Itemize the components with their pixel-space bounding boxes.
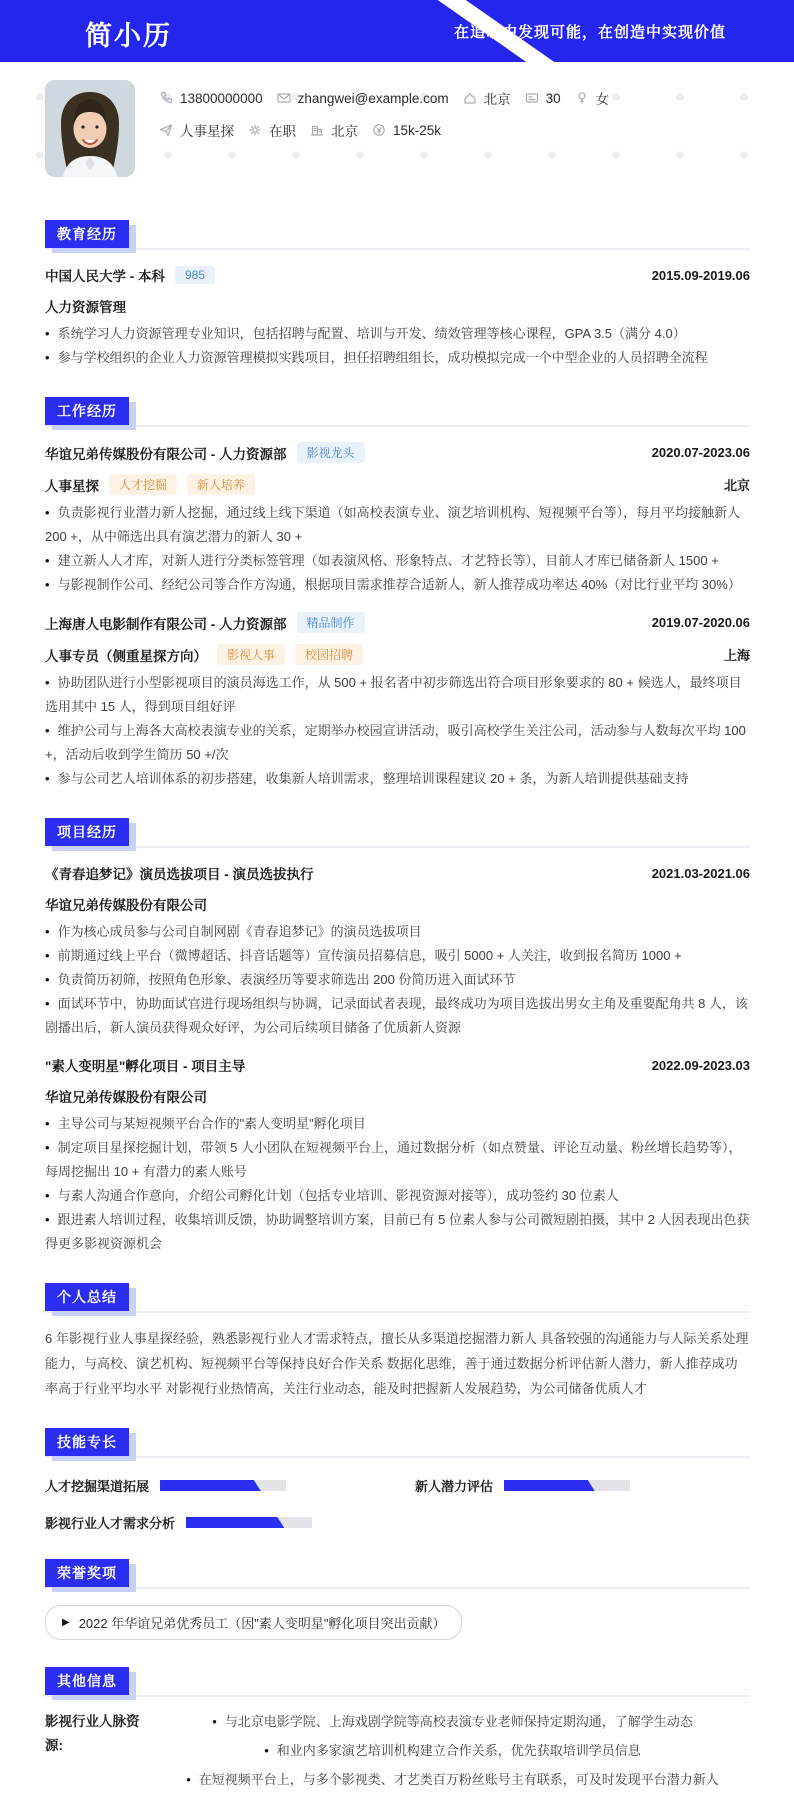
phone-value: 13800000000: [180, 90, 263, 106]
skill-row: [45, 1476, 750, 1495]
projects-section: [45, 818, 750, 1256]
section-header-honors: [45, 1559, 750, 1589]
project-company: 华谊兄弟传媒股份有限公司: [45, 1090, 207, 1105]
skill-item: [45, 1513, 415, 1532]
school-name: 中国人民大学 - 本科: [45, 269, 165, 284]
skill-label: 影视行业人才需求分析: [45, 1516, 176, 1531]
honor-text: 2022 年华谊兄弟优秀员工（因"素人变明星"孵化项目突出贡献）: [78, 1616, 446, 1631]
top-banner: [0, 0, 794, 62]
profile-section: [0, 62, 794, 193]
section-title-badge: 个人总结: [45, 1283, 129, 1311]
salary-coin-icon: [372, 123, 386, 137]
skill-bar-track: [160, 1480, 286, 1491]
building-icon: [310, 123, 324, 137]
list-item: • 系统学习人力资源管理专业知识，包括招聘与配置、培训与开发、绩效管理等核心课程，GPA 3.5（满分 4.0）: [45, 322, 750, 346]
paper-plane-icon: [159, 123, 173, 137]
gender-item: [575, 88, 610, 108]
project-bullets: [45, 1112, 750, 1256]
section-header-skills: [45, 1428, 750, 1458]
skill-row: [45, 1513, 750, 1532]
avatar-illustration: [45, 80, 135, 177]
location-item: [463, 88, 511, 108]
project-company: 华谊兄弟传媒股份有限公司: [45, 898, 207, 913]
avatar: [45, 80, 135, 177]
skill-bar-fill: [186, 1517, 284, 1528]
list-item: • 前期通过线上平台（微博超话、抖音话题等）宣传演员招募信息，吸引 5000 + 人关注，收到报名简历 1000 +: [45, 944, 750, 968]
list-item: • 协助团队进行小型影视项目的演员海选工作，从 500 + 报名者中初步筛选出符合项目形象要求的 80 + 候选人，最终项目选用其中 15 人，得到项目组好评: [45, 671, 750, 719]
phone-icon: [159, 91, 173, 105]
phone-item: [159, 91, 263, 106]
section-title-badge: 工作经历: [45, 397, 129, 425]
section-title-badge: 项目经历: [45, 818, 129, 846]
gender-icon: [575, 91, 589, 105]
position-tag: 新人培养: [187, 474, 255, 495]
work-bullets: [45, 671, 750, 791]
list-item: • 和业内多家演艺培训机构建立合作关系，优先获取培训学员信息: [264, 1739, 641, 1763]
list-item: • 作为核心成员参与公司自制网剧《青春追梦记》的演员选拔项目: [45, 920, 750, 944]
play-triangle-icon: ▶: [62, 1617, 70, 1628]
salary-value: 15k-25k: [393, 122, 442, 138]
skill-label: 新人潜力评估: [415, 1479, 494, 1494]
id-card-icon: [525, 91, 539, 105]
skill-item: [45, 1476, 415, 1495]
skill-bar-track: [504, 1480, 630, 1491]
target-job-value: 人事星探: [180, 124, 234, 139]
list-item: • 负责影视行业潜力新人挖掘，通过线上线下渠道（如高校表演专业、演艺培训机构、短视频平台等），每月平均接触新人 200 +，从中筛选出具有演艺潜力的新人 30 +: [45, 501, 750, 549]
work-entry-subhead: [45, 474, 750, 495]
work-location: 北京: [723, 478, 750, 493]
work-entry-2: [45, 612, 750, 791]
resume-body: [0, 220, 794, 1817]
other-info-list: [155, 1710, 750, 1797]
email-icon: [277, 91, 291, 105]
position-tag: 影视人事: [217, 644, 285, 665]
project-entry-1: [45, 863, 750, 1040]
job-status-value: 在职: [269, 124, 296, 139]
section-header-summary: [45, 1283, 750, 1313]
status-gear-icon: [248, 123, 262, 137]
work-entry-head: [45, 442, 750, 463]
position-tag: 校园招聘: [295, 644, 363, 665]
project-date: 2021.03-2021.06: [651, 865, 750, 881]
skill-bar-fill: [160, 1480, 261, 1491]
honors-section: [45, 1559, 750, 1640]
section-title-badge: 荣誉奖项: [45, 1559, 129, 1587]
section-header-projects: [45, 818, 750, 848]
list-item: • 跟进素人培训过程，收集培训反馈，协助调整培训方案，目前已有 5 位素人参与公司微短剧拍摄，其中 2 人因表现出色获得更多影视资源机会: [45, 1208, 750, 1256]
section-header-work: [45, 397, 750, 427]
work-date: 2020.07-2023.06: [651, 445, 750, 460]
skills-section: [45, 1428, 750, 1532]
position-name: 人事专员（侧重星探方向）: [45, 648, 207, 664]
school-tag-985: 985: [175, 266, 215, 284]
work-entry-subhead: [45, 644, 750, 665]
age-value: 30: [545, 90, 561, 106]
age-item: [525, 91, 561, 106]
major-name: 人力资源管理: [45, 300, 126, 315]
project-date: 2022.09-2023.03: [651, 1057, 750, 1073]
project-entry-head: [45, 863, 750, 883]
list-item: • 建立新人人才库，对新人进行分类标签管理（如表演风格、形象特点、才艺特长等），目前人才库已储备新人 1500 +: [45, 549, 750, 573]
project-entry-head: [45, 1055, 750, 1075]
company-tag: 精品制作: [297, 612, 365, 633]
salary-item: [372, 123, 441, 138]
section-title-badge: 其他信息: [45, 1667, 129, 1695]
work-entry-head: [45, 612, 750, 633]
email-value: zhangwei@example.com: [297, 90, 449, 106]
list-item: • 主导公司与某短视频平台合作的"素人变明星"孵化项目: [45, 1112, 750, 1136]
profile-info: [159, 80, 609, 177]
list-item: • 制定项目星探挖掘计划，带领 5 人小团队在短视频平台上，通过数据分析（如点赞量、评论互动量、粉丝增长趋势等），每周挖掘出 10 + 有潜力的素人账号: [45, 1136, 750, 1184]
home-icon: [463, 91, 477, 105]
skill-item: [415, 1476, 630, 1495]
project-name: "素人变明星"孵化项目 - 项目主导: [45, 1059, 246, 1074]
work-entry-1: [45, 442, 750, 597]
work-location: 上海: [723, 648, 750, 663]
list-item: • 在短视频平台上，与多个影视类、才艺类百万粉丝账号主有联系，可及时发现平台潜力新人: [186, 1768, 719, 1792]
company-name: 华谊兄弟传媒股份有限公司 - 人力资源部: [45, 446, 287, 462]
job-intention-row: [159, 120, 609, 140]
education-date: 2015.09-2019.06: [651, 267, 750, 283]
honor-item[interactable]: [45, 1605, 462, 1640]
job-status-item: [248, 120, 296, 140]
list-item: • 维护公司与上海各大高校表演专业的关系，定期举办校园宣讲活动，吸引高校学生关注公司，活动参与人数每次平均 100 +，活动后收到学生简历 50 +/次: [45, 719, 750, 767]
company-name: 上海唐人电影制作有限公司 - 人力资源部: [45, 616, 287, 632]
work-bullets: [45, 501, 750, 597]
section-header-education: [45, 220, 750, 250]
gender-value: 女: [595, 92, 610, 107]
work-section: [45, 397, 750, 791]
skill-list: [45, 1476, 750, 1532]
education-section: [45, 220, 750, 370]
project-entry-2: [45, 1055, 750, 1256]
list-item: • 与影视制作公司、经纪公司等合作方沟通，根据项目需求推荐合适新人，新人推荐成功率达 40%（对比行业平均 30%）: [45, 573, 750, 597]
banner-slogan: 在追求中发现可能，在创造中实现价值: [453, 24, 726, 41]
list-item: • 与北京电影学院、上海戏剧学院等高校表演专业老师保持定期沟通，了解学生动态: [212, 1710, 693, 1734]
list-item: • 参与公司艺人培训体系的初步搭建，收集新人培训需求，整理培训课程建议 20 + 条，为新人培训提供基础支持: [45, 767, 750, 791]
target-job-item: [159, 120, 234, 140]
section-header-other: [45, 1667, 750, 1697]
target-city-item: [310, 120, 358, 140]
section-title-badge: 技能专长: [45, 1428, 129, 1456]
education-entry-head: [45, 265, 750, 285]
location-value: 北京: [483, 92, 511, 107]
skill-bar-track: [186, 1517, 312, 1528]
company-tag: 影视龙头: [297, 442, 365, 463]
skill-bar-fill: [504, 1480, 595, 1491]
other-info-section: [45, 1667, 750, 1797]
education-bullets: [45, 322, 750, 370]
other-info-label: 影视行业人脉资源:: [45, 1714, 140, 1753]
target-city-value: 北京: [331, 124, 358, 139]
summary-text: 6 年影视行业人事星探经验，熟悉影视行业人才需求特点，擅长从多渠道挖掘潜力新人 具备较强的沟通能力与人际关系处理能力，与高校、演艺机构、短视频平台等保持良好合作关系 数据化思维，善于通过数据分析评估新人潜力，新人推荐成功率高于行业平均水平 对影视行业热情高，关注行业动态，能及时把握新人发展趋势，为公司储备优质人才: [45, 1331, 749, 1396]
list-item: • 负责简历初筛，按照角色形象、表演经历等要求筛选出 200 份简历进入面试环节: [45, 968, 750, 992]
other-info-body: [45, 1710, 750, 1797]
section-title-badge: 教育经历: [45, 220, 129, 248]
position-tag: 人才挖掘: [109, 474, 177, 495]
email-item: [277, 91, 449, 106]
project-name: 《青春追梦记》演员选拔项目 - 演员选拔执行: [45, 867, 314, 882]
app-logo: 简小历: [85, 21, 172, 51]
list-item: • 面试环节中，协助面试官进行现场组织与协调，记录面试者表现，最终成功为项目选拔出男女主角及重要配角共 8 人，该剧播出后，新人演员获得观众好评，为公司后续项目储备了优质新人资源: [45, 992, 750, 1040]
list-item: • 与素人沟通合作意向，介绍公司孵化计划（包括专业培训、影视资源对接等），成功签约 30 位素人: [45, 1184, 750, 1208]
work-date: 2019.07-2020.06: [651, 615, 750, 630]
summary-section: [45, 1283, 750, 1401]
position-name: 人事星探: [45, 478, 99, 494]
list-item: • 参与学校组织的企业人力资源管理模拟实践项目，担任招聘组组长，成功模拟完成一个中型企业的人员招聘全流程: [45, 346, 750, 370]
contact-row: [159, 88, 609, 108]
skill-label: 人才挖掘渠道拓展: [45, 1479, 150, 1494]
project-bullets: [45, 920, 750, 1040]
